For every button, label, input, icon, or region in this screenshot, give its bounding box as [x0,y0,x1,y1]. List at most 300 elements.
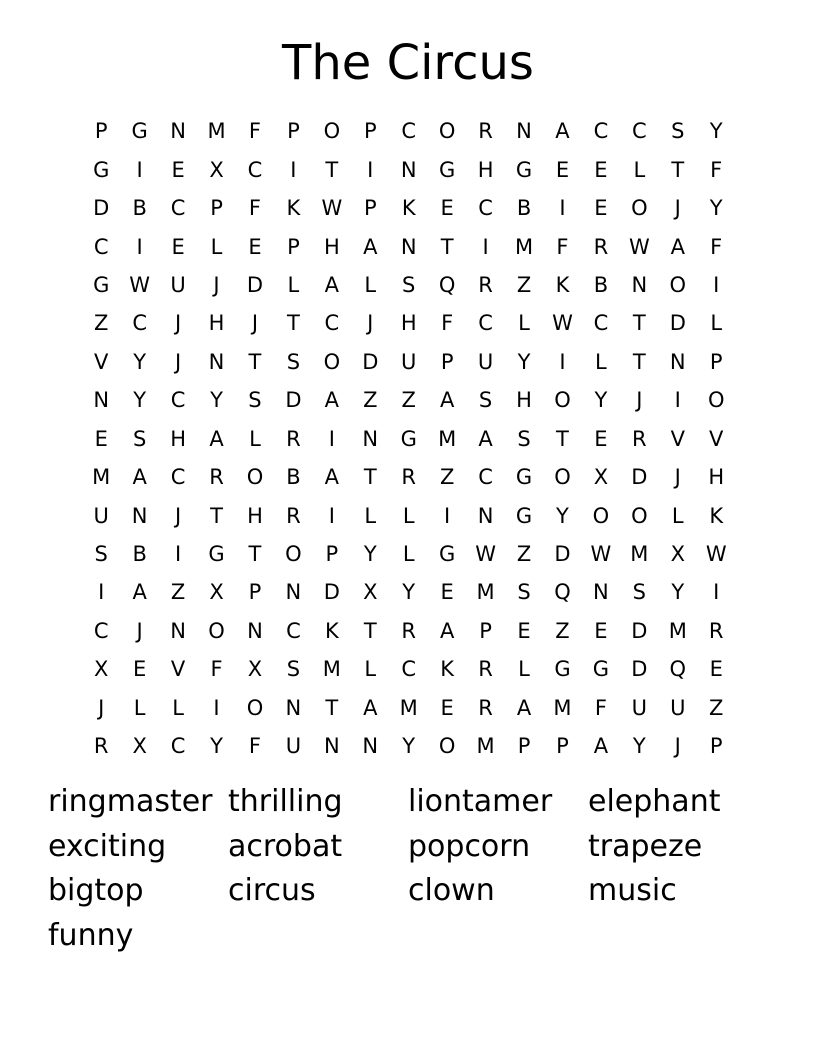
grid-letter: M [322,657,341,682]
grid-letter: P [440,349,454,374]
grid-letter: P [709,349,723,374]
grid-letter: U [477,349,494,374]
grid-letter: J [251,311,259,336]
grid-letter: Y [210,388,223,413]
grid-letter: N [285,580,302,605]
grid-letter: Y [709,196,723,221]
grid-letter: I [98,580,105,605]
grid-letter: O [592,503,610,528]
grid-letter: A [516,695,532,720]
grid-letter: D [631,618,648,643]
grid-letter: K [324,618,339,643]
grid-letter: F [248,119,262,144]
grid-letter: J [174,349,182,374]
grid-letter: A [132,580,147,605]
grid-letter: G [400,426,417,451]
grid-letter: C [593,119,609,144]
grid-letter: V [670,426,685,451]
grid-letter: L [249,426,261,451]
grid-letter: N [170,119,186,144]
grid-letter: J [174,503,182,528]
grid-letter: N [477,503,494,528]
grid-letter: G [515,157,533,182]
grid-letter: H [708,465,725,490]
grid-letter: I [367,157,374,182]
grid-letter: X [94,657,109,682]
grid-letter: O [323,349,341,374]
grid-letter: K [440,657,455,682]
grid-letter: R [209,465,224,490]
grid-letter: H [170,426,186,451]
word-list-item: clown [408,873,495,908]
grid-letter: M [476,580,495,605]
grid-letter: J [367,311,374,336]
grid-letter: P [556,734,569,759]
grid-letter: L [287,272,300,297]
grid-letter: N [247,618,263,643]
grid-letter: P [287,119,300,144]
word-list-item: music [588,873,677,908]
grid-letter: T [363,618,377,643]
grid-letter: C [478,196,493,221]
grid-letter: B [593,272,609,297]
grid-letter: T [325,695,339,720]
grid-letter: A [593,734,609,759]
grid-letter: F [710,234,723,259]
grid-letter: L [172,695,184,720]
grid-letter: G [131,119,148,144]
grid-letter: Y [556,503,569,528]
grid-letter: X [363,580,378,605]
grid-letter: Z [170,580,186,605]
grid-letter: Z [439,465,455,490]
word-list-item: acrobat [228,828,343,864]
grid-letter: O [669,272,687,297]
grid-letter: D [631,657,648,682]
grid-letter: Y [671,580,685,605]
grid-letter: Z [516,542,532,567]
grid-letter: D [246,272,264,297]
grid-letter: G [554,657,571,682]
grid-letter: Y [402,734,416,759]
grid-letter: E [709,657,723,682]
grid-letter: R [401,618,417,643]
grid-letter: F [556,234,569,259]
grid-letter: B [132,542,147,567]
grid-letter: N [400,234,417,259]
grid-letter: W [590,542,612,567]
grid-letter: I [713,580,720,605]
grid-letter: C [401,657,417,682]
grid-letter: P [517,734,531,759]
grid-letter: A [439,388,455,413]
grid-letter: I [444,503,451,528]
grid-letter: W [475,542,496,567]
grid-letter: I [559,349,566,374]
grid-letter: P [325,542,339,567]
grid-letter: S [286,657,301,682]
grid-letter: I [136,234,143,259]
grid-letter: I [213,695,220,720]
grid-letter: U [670,695,686,720]
grid-letter: P [479,618,492,643]
grid-letter: I [136,157,143,182]
grid-letter: J [174,311,182,336]
grid-letter: C [632,119,647,144]
grid-letter: A [555,119,570,144]
grid-letter: T [286,311,300,336]
grid-letter: M [668,618,687,643]
grid-letter: S [132,426,147,451]
grid-letter: X [247,657,263,682]
grid-letter: E [594,157,608,182]
grid-letter: S [286,349,301,374]
grid-letter: C [247,157,263,182]
grid-letter: F [248,196,262,221]
grid-letter: N [131,503,148,528]
grid-letter: U [285,734,302,759]
grid-letter: G [515,503,533,528]
grid-letter: E [171,157,185,182]
page-title: The Circus [282,35,534,91]
grid-letter: S [517,426,531,451]
grid-letter: J [636,388,643,413]
grid-letter: U [170,272,186,297]
grid-letter: F [248,734,262,759]
word-list-item: elephant [588,784,721,819]
grid-letter: R [286,426,301,451]
grid-letter: F [710,157,723,182]
grid-letter: Y [517,349,531,374]
grid-letter: H [208,311,225,336]
grid-letter: C [478,465,493,490]
grid-letter: N [362,426,379,451]
grid-letter: J [213,272,220,297]
word-list-item: liontamer [408,784,553,819]
grid-letter: O [707,388,725,413]
grid-letter: G [515,465,533,490]
grid-letter: O [285,542,302,567]
grid-letter: W [552,311,573,336]
grid-letter: W [321,196,343,221]
grid-letter: J [674,196,681,221]
grid-letter: S [517,580,531,605]
grid-letter: K [286,196,301,221]
grid-letter: M [514,234,534,259]
grid-letter: E [440,580,454,605]
grid-letter: O [438,734,456,759]
grid-letter: I [482,234,489,259]
grid-letter: H [323,234,340,259]
grid-letter: R [632,426,647,451]
grid-letter: W [129,272,151,297]
grid-letter: M [438,426,457,451]
grid-letter: S [671,119,685,144]
grid-letter: C [170,734,186,759]
grid-letter: G [93,272,110,297]
grid-letter: H [400,311,417,336]
grid-letter: I [328,503,335,528]
grid-letter: R [93,734,109,759]
grid-letter: S [94,542,108,567]
grid-letter: J [674,465,681,490]
grid-letter: C [93,618,109,643]
grid-letter: Z [363,388,378,413]
grid-letter: R [286,503,301,528]
grid-letter: F [210,657,223,682]
grid-letter: N [93,388,110,413]
grid-letter: L [710,311,723,336]
grid-letter: E [171,234,185,259]
grid-letter: P [363,119,377,144]
grid-letter: C [286,618,301,643]
grid-letter: C [401,119,417,144]
grid-letter: O [438,119,456,144]
grid-letter: D [93,196,110,221]
grid-letter: E [440,196,454,221]
grid-letter: B [132,196,147,221]
grid-letter: K [401,196,416,221]
grid-letter: I [174,542,182,567]
grid-letter: N [593,580,609,605]
grid-letter: O [323,119,341,144]
grid-letter: C [93,234,109,259]
grid-letter: N [400,157,417,182]
grid-letter: T [671,157,685,182]
grid-letter: G [208,542,225,567]
grid-letter: C [324,311,340,336]
grid-letter: H [247,503,263,528]
word-list-item: bigtop [48,873,144,908]
grid-letter: M [92,465,111,490]
grid-letter: A [132,465,147,490]
grid-letter: L [671,503,684,528]
grid-letter: R [593,234,609,259]
grid-letter: Y [709,119,723,144]
grid-letter: J [674,734,681,759]
grid-letter: T [632,349,646,374]
grid-letter: N [669,349,686,374]
grid-letter: T [632,311,646,336]
grid-letter: D [285,388,302,413]
grid-letter: H [477,157,494,182]
grid-letter: O [246,465,264,490]
grid-letter: K [709,503,724,528]
grid-letter: R [478,119,493,144]
grid-letter: U [93,503,109,528]
grid-letter: Y [363,542,377,567]
grid-letter: W [705,542,727,567]
word-list-item: funny [48,917,134,953]
grid-letter: R [708,618,724,643]
grid-letter: M [399,695,418,720]
grid-letter: S [248,388,262,413]
grid-letter: Y [632,734,646,759]
word-list-item: circus [228,873,316,908]
grid-letter: G [439,157,456,182]
grid-letter: P [363,196,377,221]
grid-letter: S [402,272,416,297]
grid-letter: N [170,618,186,643]
grid-letter: E [248,234,262,259]
grid-letter: M [630,542,649,567]
grid-letter: C [593,311,609,336]
grid-letter: K [555,272,570,297]
grid-letter: B [516,196,532,221]
word-list-item: thrilling [228,784,343,819]
grid-letter: N [516,119,532,144]
grid-letter: G [93,157,110,182]
grid-letter: D [669,311,686,336]
grid-letter: J [136,618,143,643]
grid-letter: P [94,119,108,144]
grid-letter: Z [94,311,109,336]
grid-letter: P [248,580,262,605]
grid-letter: F [594,695,607,720]
grid-letter: R [401,465,417,490]
grid-letter: A [363,695,378,720]
grid-letter: A [324,272,340,297]
grid-letter: Y [133,349,147,374]
grid-letter: L [133,695,146,720]
grid-letter: A [324,465,340,490]
grid-letter: E [517,618,531,643]
grid-letter: A [670,234,685,259]
grid-letter: L [518,311,530,336]
grid-letter: A [209,426,224,451]
grid-letter: G [592,657,610,682]
grid-letter: O [631,196,648,221]
grid-letter: J [98,695,105,720]
grid-letter: E [594,618,608,643]
grid-letter: Z [555,618,570,643]
grid-letter: D [554,542,571,567]
grid-letter: N [208,349,225,374]
grid-letter: O [554,388,571,413]
grid-letter: O [631,503,648,528]
grid-letter: G [439,542,456,567]
grid-letter: S [632,580,647,605]
word-list-item: exciting [48,828,167,864]
grid-letter: C [132,311,147,336]
grid-letter: C [170,465,186,490]
grid-letter: F [441,311,454,336]
grid-letter: Y [594,388,608,413]
grid-letter: T [440,234,454,259]
grid-letter: D [362,349,379,374]
grid-letter: L [402,503,415,528]
grid-letter: O [208,618,225,643]
word-list [48,780,768,958]
grid-letter: T [325,157,339,182]
grid-letter: Z [401,388,416,413]
grid-letter: V [709,426,724,451]
grid-letter: Z [516,272,532,297]
grid-letter: V [170,657,186,682]
grid-letter: E [555,157,570,182]
grid-letter: E [594,196,608,221]
grid-letter: U [631,695,648,720]
grid-letter: Y [402,580,416,605]
grid-letter: U [401,349,417,374]
grid-letter: H [516,388,532,413]
grid-letter: R [478,657,493,682]
grid-letter: R [478,272,493,297]
grid-letter: N [323,734,340,759]
word-list-item: popcorn [408,828,531,864]
grid-letter: L [402,542,415,567]
grid-letter: I [559,196,566,221]
grid-letter: L [364,657,377,682]
grid-letter: C [170,388,186,413]
grid-letter: X [670,542,685,567]
grid-letter: D [323,580,340,605]
grid-letter: L [364,272,377,297]
grid-letter: C [170,196,186,221]
grid-letter: M [476,734,495,759]
grid-letter: E [133,657,147,682]
grid-letter: X [209,580,224,605]
grid-letter: E [440,695,454,720]
grid-letter: E [594,426,608,451]
grid-letter: N [631,272,648,297]
grid-letter: T [556,426,569,451]
grid-letter: S [478,388,493,413]
grid-letter: C [478,311,493,336]
grid-letter: E [94,426,108,451]
grid-letter: L [210,234,223,259]
grid-letter: A [363,234,378,259]
grid-letter: O [554,465,571,490]
grid-letter: Q [438,272,456,297]
grid-letter: B [286,465,301,490]
grid-letter: Y [133,388,147,413]
grid-letter: Y [210,734,223,759]
grid-letter: T [248,542,262,567]
grid-letter: N [285,695,302,720]
letter-grid [82,112,736,765]
grid-letter: N [362,734,379,759]
grid-letter: I [713,272,720,297]
grid-letter: L [595,349,607,374]
grid-letter: I [328,426,335,451]
grid-letter: A [439,618,455,643]
grid-letter: M [207,119,226,144]
grid-letter: P [210,196,223,221]
grid-letter: W [628,234,650,259]
grid-letter: X [132,734,147,759]
grid-letter: Q [669,657,687,682]
grid-letter: T [210,503,223,528]
grid-letter: L [364,503,377,528]
grid-letter: V [94,349,109,374]
grid-letter: I [290,157,297,182]
grid-letter: Z [709,695,724,720]
grid-letter: T [363,465,377,490]
grid-letter: A [478,426,493,451]
grid-letter: L [633,157,646,182]
grid-letter: T [248,349,262,374]
grid-letter: M [553,695,572,720]
grid-letter: O [246,695,264,720]
grid-letter: X [209,157,224,182]
grid-letter: D [631,465,648,490]
word-list-item: ringmaster [48,784,213,819]
grid-letter: R [478,695,493,720]
grid-letter: I [674,388,681,413]
grid-letter: P [287,234,300,259]
grid-letter: P [709,734,723,759]
